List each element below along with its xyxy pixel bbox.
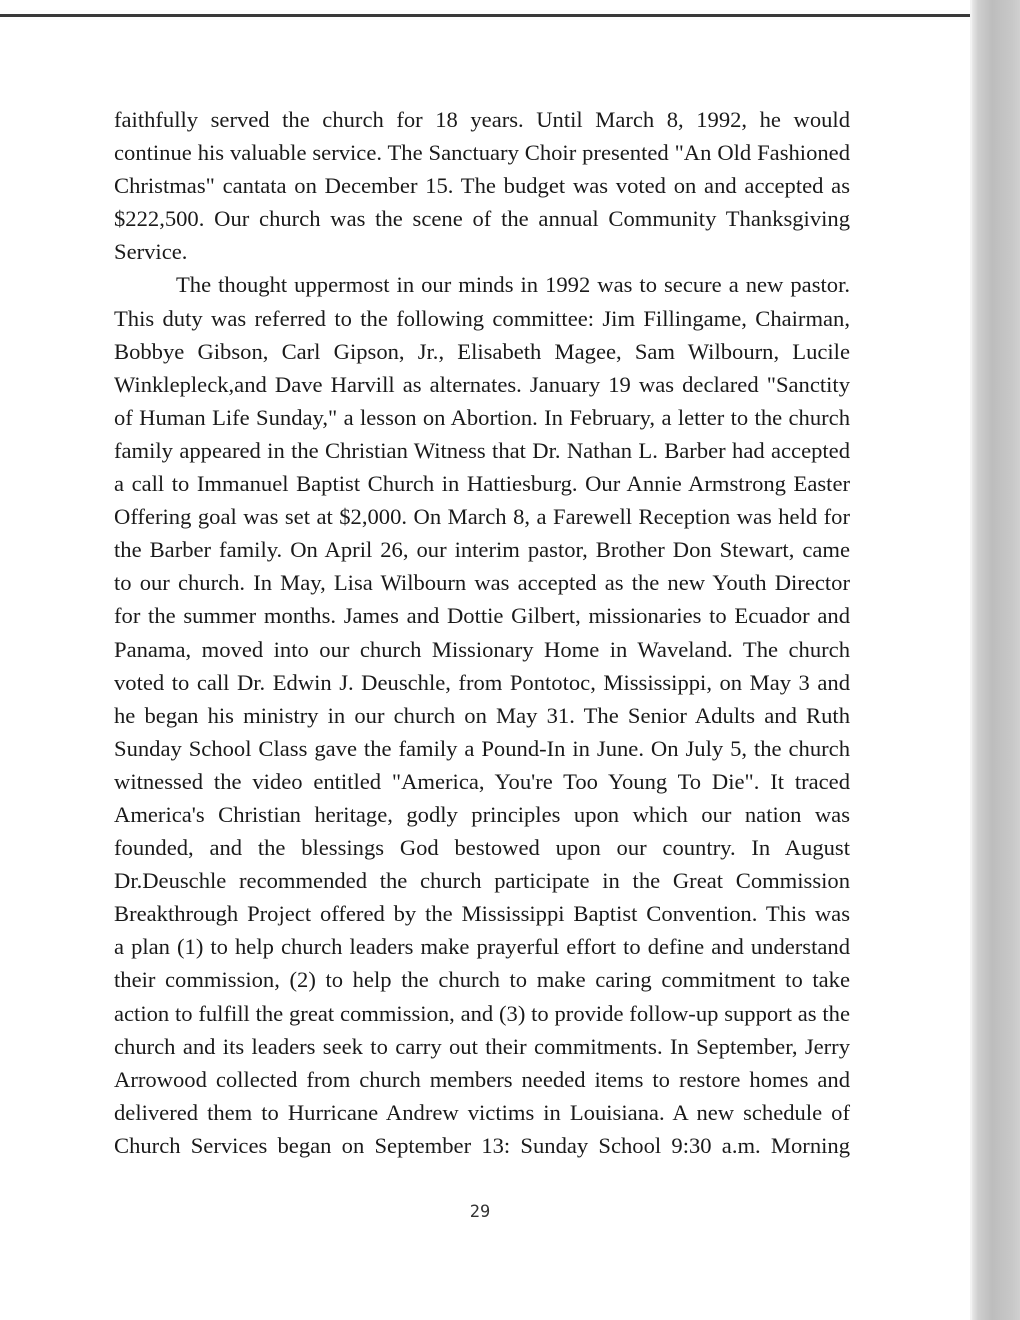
paragraph-2 — [114, 268, 850, 1162]
text-line: of Human Life Sunday," a lesson on Abortion. In February, a letter to the church — [114, 404, 850, 430]
text-line: the Barber family. On April 26, our interim pastor, Brother Don Stewart, came — [114, 537, 850, 563]
text-line: The thought uppermost in our minds in 1992 was to secure a new pastor. — [176, 272, 850, 298]
text-line: voted to call Dr. Edwin J. Deuschle, from Pontotoc, Mississippi, on May 3 and — [114, 669, 850, 695]
text-line: delivered them to Hurricane Andrew victims in Louisiana. A new schedule of — [114, 1099, 850, 1125]
scan-shadow-right — [972, 0, 1020, 1320]
text-line: to our church. In May, Lisa Wilbourn was accepted as the new Youth Director — [114, 570, 850, 596]
text-line: faithfully served the church for 18 years. Until March 8, 1992, he would — [114, 107, 850, 132]
text-line: their commission, (2) to help the church to make caring commitment to take — [114, 967, 850, 993]
text-line: Christmas" cantata on December 15. The budget was voted on and accepted as — [114, 173, 850, 199]
body-text — [114, 103, 850, 1162]
text-line: witnessed the video entitled "America, You're Too Young To Die". It traced — [114, 768, 850, 794]
text-line: Breakthrough Project offered by the Mississippi Baptist Convention. This was — [114, 901, 850, 927]
text-line: Church Services began on September 13: Sunday School 9:30 a.m. Morning — [114, 1132, 850, 1158]
text-line: church and its leaders seek to carry out their commitments. In September, Jerry — [114, 1033, 850, 1059]
text-line: Arrowood collected from church members needed items to restore homes and — [114, 1066, 850, 1092]
text-line: continue his valuable service. The Sanctuary Choir presented "An Old Fashioned — [114, 140, 850, 166]
text-line: America's Christian heritage, godly principles upon which our nation was — [114, 801, 850, 827]
text-line: Dr.Deuschle recommended the church participate in the Great Commission — [114, 868, 850, 894]
text-line: family appeared in the Christian Witness that Dr. Nathan L. Barber had accepted — [114, 437, 850, 463]
top-scan-border — [0, 14, 975, 17]
text-line: Panama, moved into our church Missionary Home in Waveland. The church — [114, 636, 850, 662]
text-line: for the summer months. James and Dottie Gilbert, missionaries to Ecuador and — [114, 603, 850, 629]
text-line: action to fulfill the great commission, and (3) to provide follow-up support as the — [114, 1000, 850, 1026]
text-line: a call to Immanuel Baptist Church in Hattiesburg. Our Annie Armstrong Easter — [114, 471, 850, 497]
text-line: Winklepleck,and Dave Harvill as alternates. January 19 was declared "Sanctity — [114, 371, 850, 397]
text-line: Sunday School Class gave the family a Pound-In in June. On July 5, the church — [114, 735, 850, 761]
text-line: Offering goal was set at $2,000. On March 8, a Farewell Reception was held for — [114, 504, 850, 530]
text-line: a plan (1) to help church leaders make prayerful effort to define and understand — [114, 934, 850, 960]
text-line: Service. — [114, 239, 188, 265]
paragraph-1 — [114, 103, 850, 268]
text-line: $222,500. Our church was the scene of the annual Community Thanksgiving — [114, 206, 850, 232]
text-line: he began his ministry in our church on May 31. The Senior Adults and Ruth — [114, 702, 850, 728]
text-line: This duty was referred to the following committee: Jim Fillingame, Chairman, — [114, 305, 850, 331]
text-line: Bobbye Gibson, Carl Gipson, Jr., Elisabeth Magee, Sam Wilbourn, Lucile — [114, 338, 850, 364]
page-number: 29 — [469, 1202, 491, 1222]
text-line: founded, and the blessings God bestowed upon our country. In August — [114, 835, 850, 861]
